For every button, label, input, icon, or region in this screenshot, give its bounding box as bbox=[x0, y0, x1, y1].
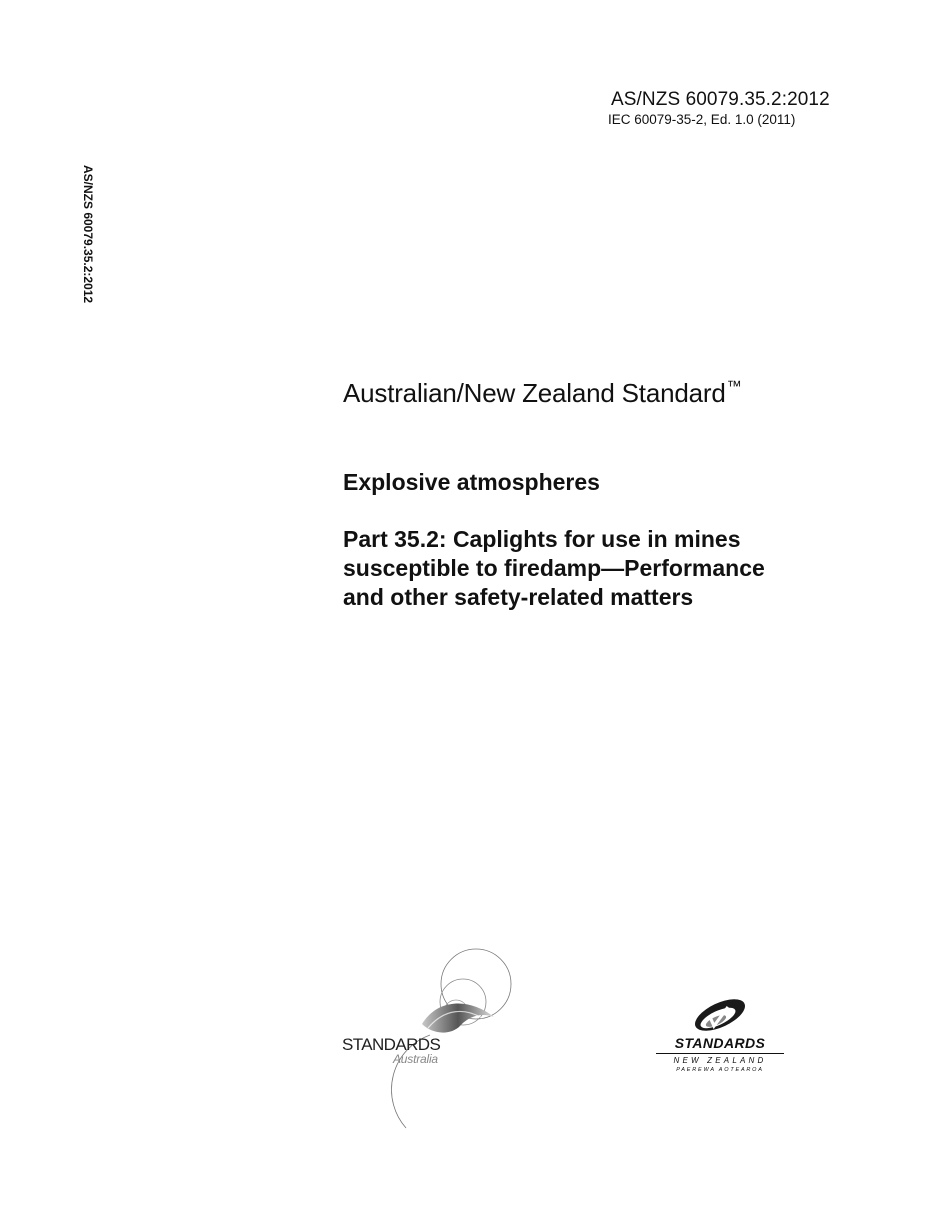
standards-nz-name: STANDARDS bbox=[674, 1035, 766, 1051]
standard-type bbox=[343, 378, 741, 409]
standards-australia-sub: Australia bbox=[393, 1052, 438, 1066]
iec-reference: IEC 60079-35-2, Ed. 1.0 (2011) bbox=[608, 112, 796, 127]
standard-type-text: Australian/New Zealand Standard bbox=[343, 378, 726, 408]
part-title-line: susceptible to firedamp—Performance bbox=[343, 555, 765, 581]
standards-nz-divider bbox=[656, 1053, 784, 1054]
part-title bbox=[343, 525, 843, 612]
spine-text: AS/NZS 60079.35.2:2012 bbox=[81, 165, 95, 304]
part-title-line: Part 35.2: Caplights for use in mines bbox=[343, 526, 741, 552]
standards-australia-name: STANDARDS bbox=[342, 1035, 441, 1054]
standards-nz-country: NEW ZEALAND bbox=[673, 1056, 767, 1065]
standards-australia-logo bbox=[330, 940, 530, 1140]
spine-label bbox=[80, 165, 100, 325]
document-title: Explosive atmospheres bbox=[343, 469, 600, 495]
standards-new-zealand-logo bbox=[650, 995, 790, 1080]
standards-nz-maori-name: PAEREWA AOTEAROA bbox=[676, 1067, 764, 1073]
standard-number: AS/NZS 60079.35.2:2012 bbox=[611, 89, 830, 110]
part-title-line: and other safety-related matters bbox=[343, 584, 694, 610]
standards-nz-emblem bbox=[650, 995, 790, 1035]
trademark-symbol: ™ bbox=[726, 378, 742, 395]
